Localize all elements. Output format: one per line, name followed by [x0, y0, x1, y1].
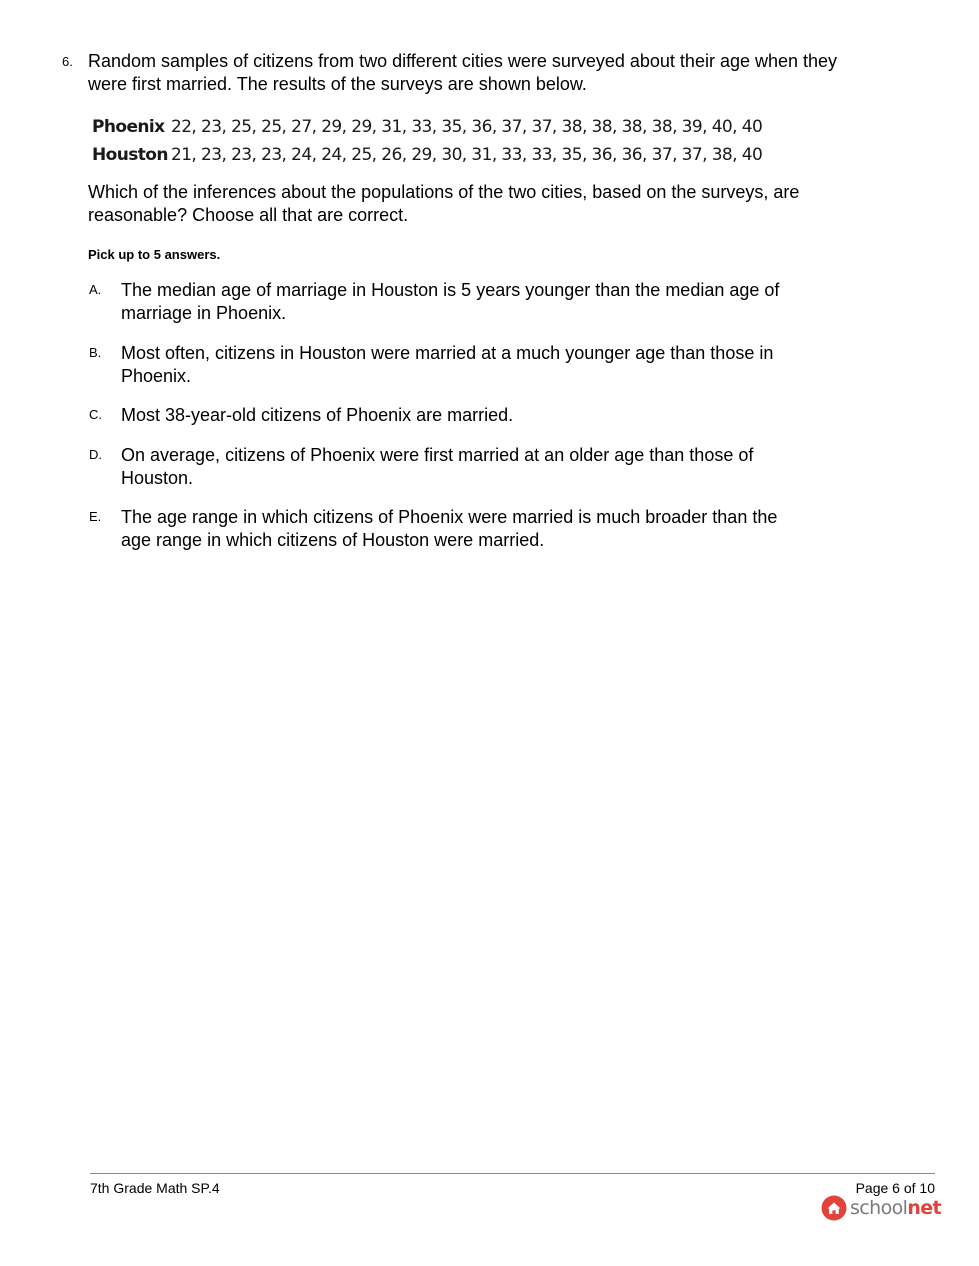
choice-text: The median age of marriage in Houston is 5 years younger than the median age of marriage in Phoenix.: [121, 280, 780, 323]
question-prompt: Which of the inferences about the populations of the two cities, based on the surveys, are reasonable? Choose all that are correct.: [88, 182, 800, 225]
logo-net-text: net: [907, 1197, 942, 1219]
choice-text: The age range in which citizens of Phoenix were married is much broader than the age range in which citizens of Houston were married.: [121, 507, 778, 550]
schoolnet-logo: [821, 1195, 941, 1221]
page-number: Page 6 of 10: [855, 1180, 935, 1196]
choice-letter: C.: [89, 407, 102, 422]
data-row-label: Houston: [92, 145, 168, 165]
choice-b[interactable]: [89, 342, 809, 388]
data-row-values: 21, 23, 23, 23, 24, 24, 25, 26, 29, 30, 31, 33, 33, 35, 36, 36, 37, 37, 38, 40: [171, 145, 763, 165]
choice-text: On average, citizens of Phoenix were first married at an older age than those of Houston.: [121, 445, 754, 488]
question-number: 6.: [62, 54, 73, 69]
logo-school-text: school: [850, 1197, 908, 1219]
choice-letter: B.: [89, 345, 102, 360]
choice-letter: A.: [89, 282, 102, 297]
choice-letter: D.: [89, 447, 102, 462]
data-row-phoenix: [92, 113, 762, 141]
choice-c[interactable]: [89, 404, 809, 427]
answer-instruction: Pick up to 5 answers.: [88, 247, 221, 262]
choice-e[interactable]: [89, 506, 809, 552]
choice-a[interactable]: [89, 279, 809, 325]
question-text: Random samples of citizens from two different cities were surveyed about their age when they were first married. The results of the surveys are shown below.: [88, 51, 838, 94]
choice-letter: E.: [89, 509, 102, 524]
choice-d[interactable]: [89, 444, 809, 490]
footer-title: 7th Grade Math SP.4: [90, 1180, 220, 1196]
data-row-values: 22, 23, 25, 25, 27, 29, 29, 31, 33, 35, 36, 37, 37, 38, 38, 38, 38, 39, 40, 40: [171, 117, 763, 137]
choice-text: Most often, citizens in Houston were married at a much younger age than those in Phoenix.: [121, 343, 774, 386]
data-row-label: Phoenix: [92, 117, 165, 137]
footer-divider: [90, 1173, 935, 1174]
choice-text: Most 38-year-old citizens of Phoenix are married.: [121, 405, 514, 425]
logo-wordmark: [850, 1195, 941, 1221]
data-row-houston: [92, 141, 762, 169]
survey-data-table: [92, 113, 762, 169]
house-icon: [821, 1195, 847, 1221]
